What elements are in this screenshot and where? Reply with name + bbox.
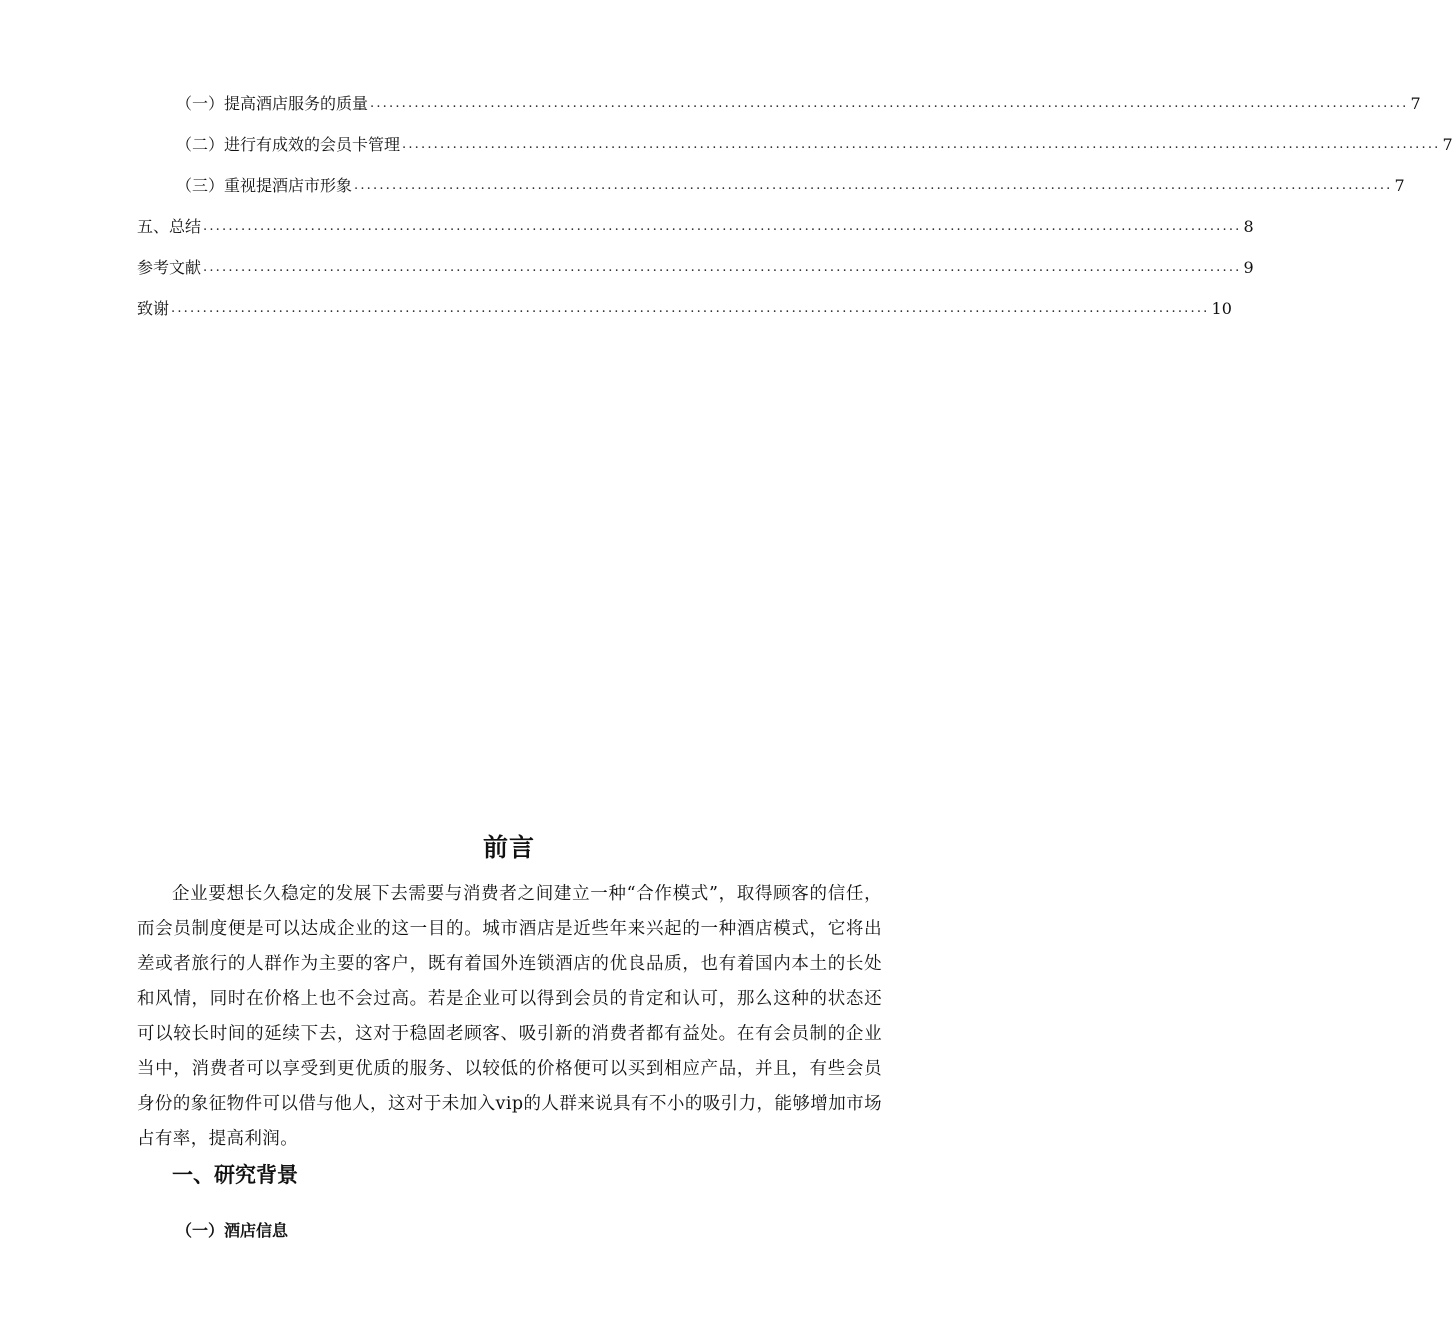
toc-entry-page: 10 (1211, 299, 1232, 318)
toc-dot-leader: .................................................................................................................................................................... (203, 219, 1242, 234)
toc-entry-title: （三）重视提酒店市形象 (176, 176, 353, 195)
toc-entry-title: （二）进行有成效的会员卡管理 (176, 135, 401, 154)
toc-dot-leader: .................................................................................................................................................................... (171, 301, 1210, 316)
toc-entry[interactable] (176, 174, 1405, 198)
toc-entry-title: 致谢 (137, 299, 170, 318)
toc-entry-page: 9 (1243, 258, 1254, 277)
toc-dot-leader: .................................................................................................................................................................... (354, 178, 1393, 193)
toc-entry[interactable] (176, 92, 1421, 116)
toc-entry-page: 8 (1243, 217, 1254, 236)
toc-entry[interactable] (176, 133, 1453, 157)
toc-entry-page: 7 (1410, 94, 1421, 113)
toc-dot-leader: .................................................................................................................................................................... (402, 137, 1441, 152)
preface-paragraph: 企业要想长久稳定的发展下去需要与消费者之间建立一种“合作模式”，取得顾客的信任，而会员制度便是可以达成企业的这一目的。城市酒店是近些年来兴起的一种酒店模式，它将出差或者旅行的人群作为主要的客户，既有着国外连锁酒店的优良品质，也有着国内本土的长处和风情，同时在价格上也不会过高。若是企业可以得到会员的肯定和认可，那么这种的状态还可以较长时间的延续下去，这对于稳固老顾客、吸引新的消费者都有益处。在有会员制的企业当中，消费者可以享受到更优质的服务、以较低的价格便可以买到相应产品，并且，有些会员身份的象征物件可以借与他人，这对于未加入vip的人群来说具有不小的吸引力，能够增加市场占有率，提高利润。 (137, 884, 882, 1149)
toc-entry-title: 参考文献 (137, 258, 202, 277)
subsection-heading: （一）酒店信息 (176, 1221, 289, 1240)
toc-dot-leader: .................................................................................................................................................................... (370, 96, 1409, 111)
toc-entry[interactable] (137, 256, 1254, 280)
toc-entry-title: （一）提高酒店服务的质量 (176, 94, 369, 113)
toc-entry[interactable] (137, 297, 1232, 321)
toc-entry-title: 五、总结 (137, 217, 202, 236)
toc-dot-leader: .................................................................................................................................................................... (203, 260, 1242, 275)
toc-entry[interactable] (137, 215, 1254, 239)
toc-entry-page: 7 (1442, 135, 1453, 154)
section-heading: 一、研究背景 (172, 1163, 298, 1187)
preface-title: 前言 (482, 833, 535, 862)
toc-entry-page: 7 (1394, 176, 1405, 195)
